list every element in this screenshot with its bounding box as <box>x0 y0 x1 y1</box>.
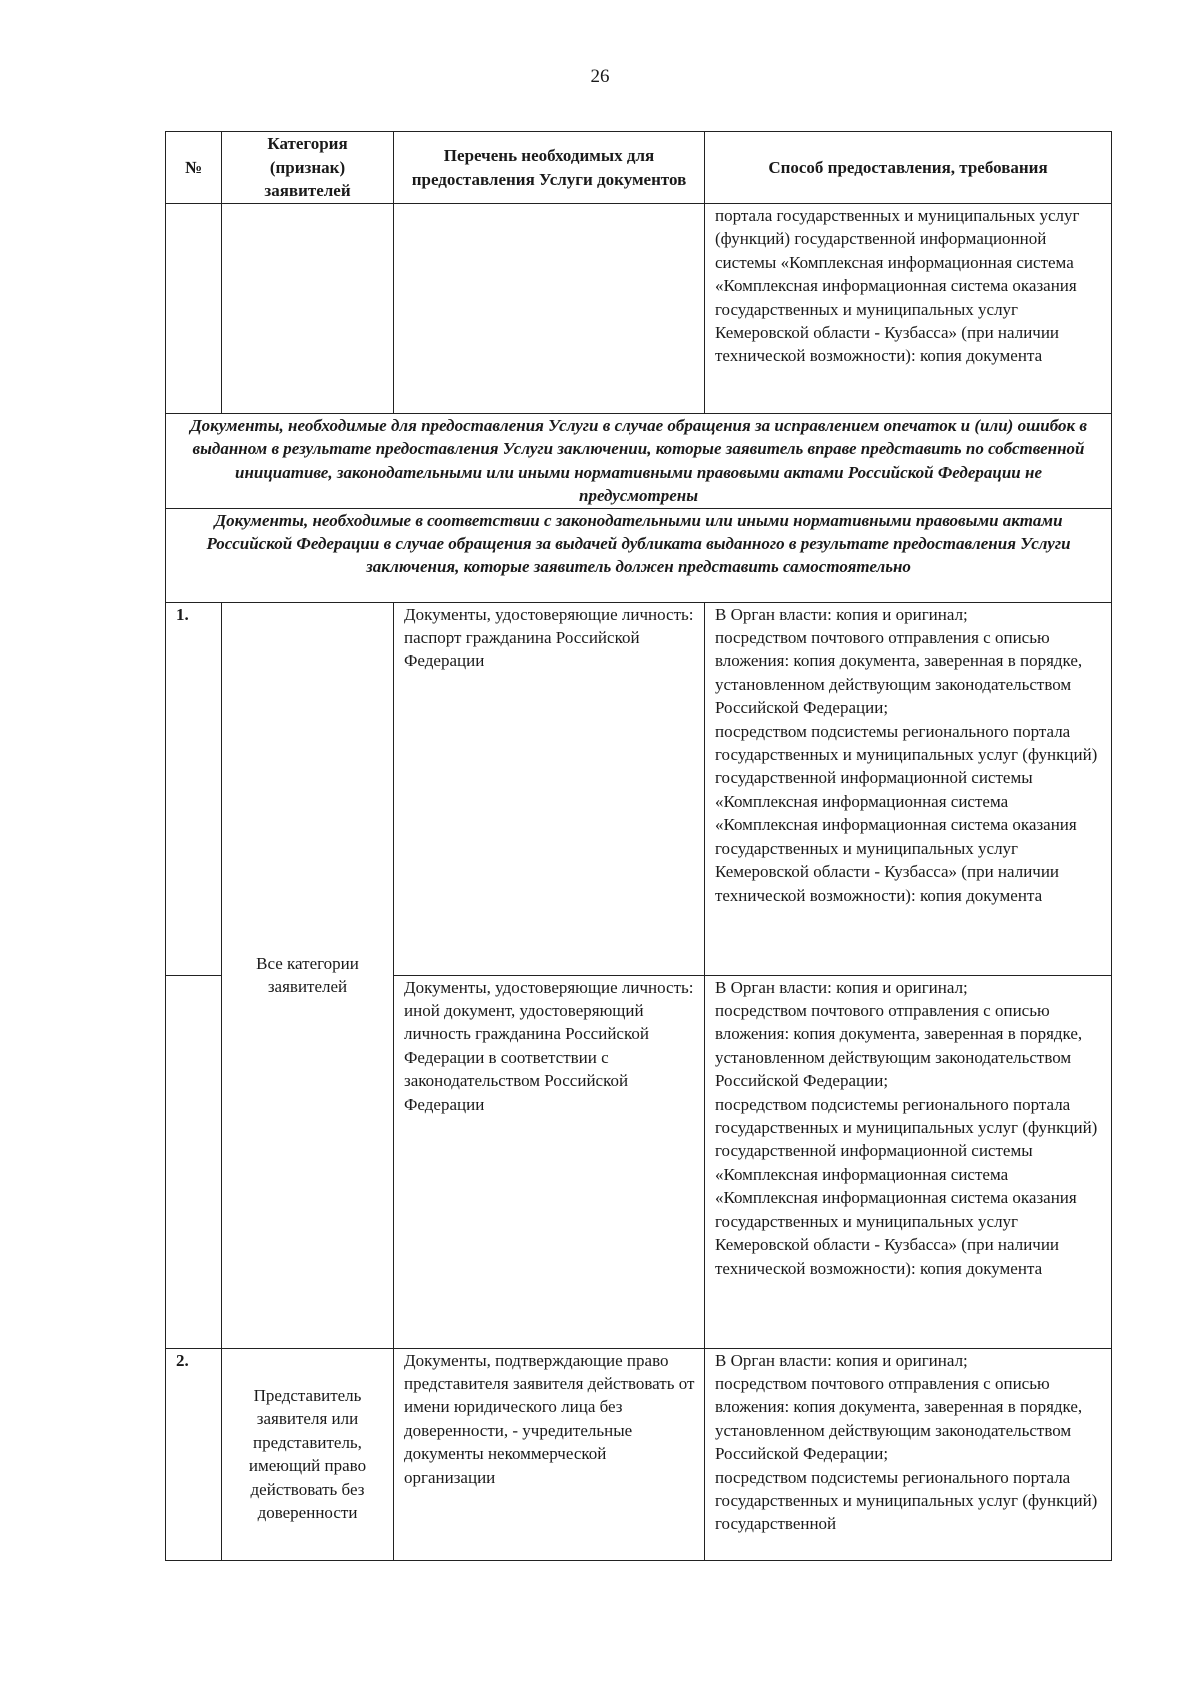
section-correction-heading: Документы, необходимые для предоставления Услуги в случае обращения за исправлением опечаток и (или) ошибок в выданном в результате предоставления Услуги заключении, которые заявитель вправе представить по собственной инициативе, законодательными или иными нормативными правовыми актами Российской Федерации не предусмотрены <box>166 414 1112 509</box>
page-number: 26 <box>590 66 610 87</box>
row2-category: Представитель заявителя или представитель, имеющий право действовать без доверенности <box>222 1348 394 1560</box>
table-row-2 <box>166 1348 1112 1560</box>
row1-doc-a: Документы, удостоверяющие личность: паспорт гражданина Российской Федерации <box>394 602 705 975</box>
section-row-duplicate <box>166 508 1112 602</box>
section-duplicate-heading: Документы, необходимые в соответствии с законодательными или иными нормативными правовыми актами Российской Федерации в случае обращения за выдачей дубликата выданного в результате предоставления Услуги заключения, которые заявитель должен представить самостоятельно <box>166 508 1112 602</box>
cont-category-cell <box>222 204 394 414</box>
row1-method-b: В Орган власти: копия и оригинал; посредством почтового отправления с описью вложения: копия документа, заверенная в порядке, установленном действующим законодательством Российской Федерации; посредством подсистемы регионального портала государственных и муниципальных услуг (функций) государственной информационной системы «Комплексная информационная система «Комплексная информационная система оказания государственных и муниципальных услуг Кемеровской области - Кузбасса» (при наличии технической возможности): копия документа <box>705 975 1112 1348</box>
cont-documents-cell <box>394 204 705 414</box>
header-method: Способ предоставления, требования <box>705 132 1112 204</box>
header-category: Категория (признак) заявителей <box>222 132 394 204</box>
table-row-continuation <box>166 204 1112 414</box>
table-header-row <box>166 132 1112 204</box>
row2-doc: Документы, подтверждающие право представителя заявителя действовать от имени юридического лица без доверенности, - учредительные документы некоммерческой организации <box>394 1348 705 1560</box>
cont-num-cell <box>166 204 222 414</box>
row1-num: 1. <box>166 602 222 975</box>
row1-category: Все категории заявителей <box>222 602 394 1348</box>
requirements-table <box>165 131 1112 1561</box>
section-row-correction <box>166 414 1112 509</box>
row1-doc-b: Документы, удостоверяющие личность: иной документ, удостоверяющий личность гражданина Российской Федерации в соответствии с законодательством Российской Федерации <box>394 975 705 1348</box>
row1b-num-cell <box>166 975 222 1348</box>
table-row-1a <box>166 602 1112 975</box>
row1-method-a: В Орган власти: копия и оригинал; посредством почтового отправления с описью вложения: копия документа, заверенная в порядке, установленном действующим законодательством Российской Федерации; посредством подсистемы регионального портала государственных и муниципальных услуг (функций) государственной информационной системы «Комплексная информационная система «Комплексная информационная система оказания государственных и муниципальных услуг Кемеровской области - Кузбасса» (при наличии технической возможности): копия документа <box>705 602 1112 975</box>
row2-method: В Орган власти: копия и оригинал; посредством почтового отправления с описью вложения: копия документа, заверенная в порядке, установленном действующим законодательством Российской Федерации; посредством подсистемы регионального портала государственных и муниципальных услуг (функций) государственной <box>705 1348 1112 1560</box>
header-documents: Перечень необходимых для предоставления Услуги документов <box>394 132 705 204</box>
cont-method-cell: портала государственных и муниципальных услуг (функций) государственной информационной системы «Комплексная информационная система «Комплексная информационная система оказания государственных и муниципальных услуг Кемеровской области - Кузбасса» (при наличии технической возможности): копия документа <box>705 204 1112 414</box>
row2-num: 2. <box>166 1348 222 1560</box>
header-num: № <box>166 132 222 204</box>
